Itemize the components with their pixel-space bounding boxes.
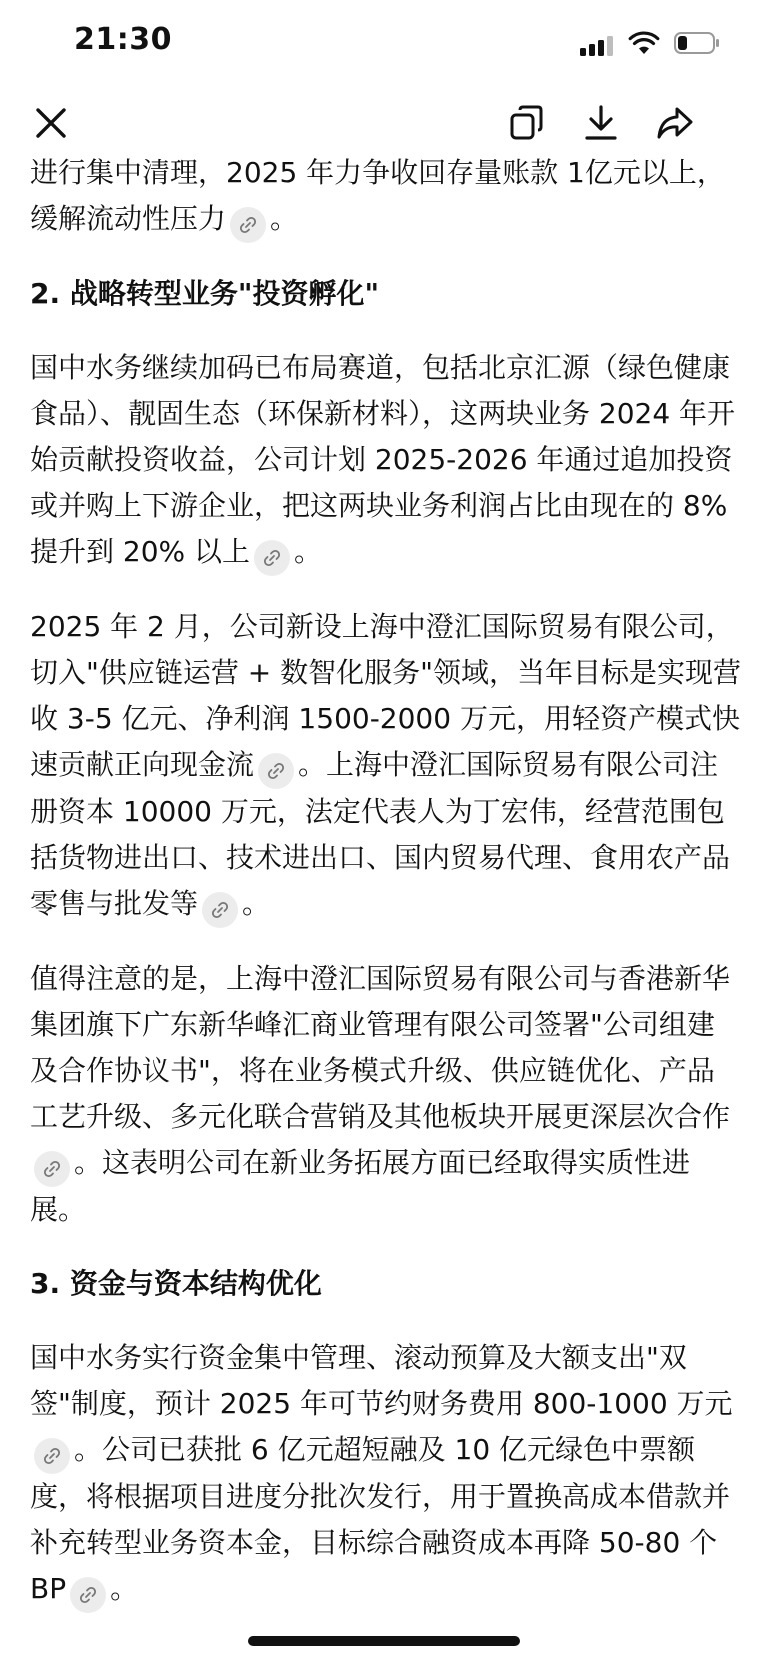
- link-icon: [42, 1159, 62, 1179]
- source-link-button[interactable]: [230, 207, 266, 243]
- paragraph-partial: [30, 150, 742, 243]
- status-time: 21:30: [74, 22, 172, 57]
- paragraph: [30, 1335, 742, 1613]
- wifi-icon: [628, 30, 660, 56]
- share-icon: [655, 104, 695, 142]
- paragraph-text: 。上海中澄汇国际贸易有限公司注册资本 10000 万元，法定代表人为丁宏伟，经营范围包括货物进出口、技术进出口、国内贸易代理、食用农产品零售与批发等: [30, 748, 731, 920]
- paragraph: [30, 345, 742, 576]
- source-link-button[interactable]: [34, 1151, 70, 1187]
- source-link-button[interactable]: [258, 753, 294, 789]
- link-icon: [78, 1585, 98, 1605]
- source-link-button[interactable]: [254, 540, 290, 576]
- top-toolbar: [0, 88, 768, 158]
- paragraph-text: 国中水务实行资金集中管理、滚动预算及大额支出"双签"制度，预计 2025 年可节约财务费用 800-1000 万元: [30, 1341, 733, 1420]
- section-heading: 2. 战略转型业务"投资孵化": [30, 277, 380, 310]
- paragraph-text: 。: [110, 1572, 139, 1605]
- link-icon: [42, 1446, 62, 1466]
- paragraph-text: 进行集中清理，2025 年力争收回存量账款 1亿元以上，缓解流动性压力: [30, 156, 725, 235]
- battery-icon: [674, 32, 720, 54]
- status-bar: [0, 0, 768, 88]
- paragraph: [30, 956, 742, 1233]
- source-link-button[interactable]: [70, 1577, 106, 1613]
- paragraph-text: 国中水务继续加码已布局赛道，包括北京汇源（绿色健康食品）、靓固生态（环保新材料），这两块业务 2024 年开始贡献投资收益，公司计划 2025-2026 年通过追加投资或并购上下游企业，把这两块业务利润占比由现在的 8% 提升到 20% 以上: [30, 351, 736, 568]
- source-link-button[interactable]: [202, 892, 238, 928]
- link-icon: [262, 548, 282, 568]
- paragraph-text: 。公司已获批 6 亿元超短融及 10 亿元绿色中票额度，将根据项目进度分批次发行，用于置换高成本借款并补充转型业务资本金，目标综合融资成本再降 50-80 个 BP: [30, 1433, 731, 1605]
- close-button[interactable]: [28, 100, 74, 146]
- article-body: [30, 150, 742, 1613]
- source-link-button[interactable]: [34, 1438, 70, 1474]
- paragraph-text: 。: [242, 887, 271, 920]
- link-icon: [266, 761, 286, 781]
- download-icon: [582, 104, 620, 142]
- paragraph: [30, 604, 742, 928]
- close-icon: [34, 106, 68, 140]
- paragraph-text: 。: [294, 535, 323, 568]
- cellular-signal-icon: [580, 36, 616, 56]
- copy-button[interactable]: [504, 100, 550, 146]
- paragraph-text: 。: [270, 202, 299, 235]
- home-indicator[interactable]: [248, 1636, 520, 1646]
- share-button[interactable]: [652, 100, 698, 146]
- link-icon: [238, 215, 258, 235]
- paragraph-text: 。这表明公司在新业务拓展方面已经取得实质性进展。: [30, 1146, 691, 1226]
- download-button[interactable]: [578, 100, 624, 146]
- paragraph-text: 值得注意的是，上海中澄汇国际贸易有限公司与香港新华集团旗下广东新华峰汇商业管理有限公司签署"公司组建及合作协议书"，将在业务模式升级、供应链优化、产品工艺升级、多元化联合营销及其他板块开展更深层次合作: [30, 962, 731, 1133]
- link-icon: [210, 900, 230, 920]
- copy-icon: [508, 104, 546, 142]
- paragraph-text: 2025 年 2 月，公司新设上海中澄汇国际贸易有限公司，切入"供应链运营 + 数智化服务"领域，当年目标是实现营收 3-5 亿元、净利润 1500-2000 万元，用轻资产模式快速贡献正向现金流: [30, 610, 742, 781]
- section-heading: 3. 资金与资本结构优化: [30, 1267, 322, 1300]
